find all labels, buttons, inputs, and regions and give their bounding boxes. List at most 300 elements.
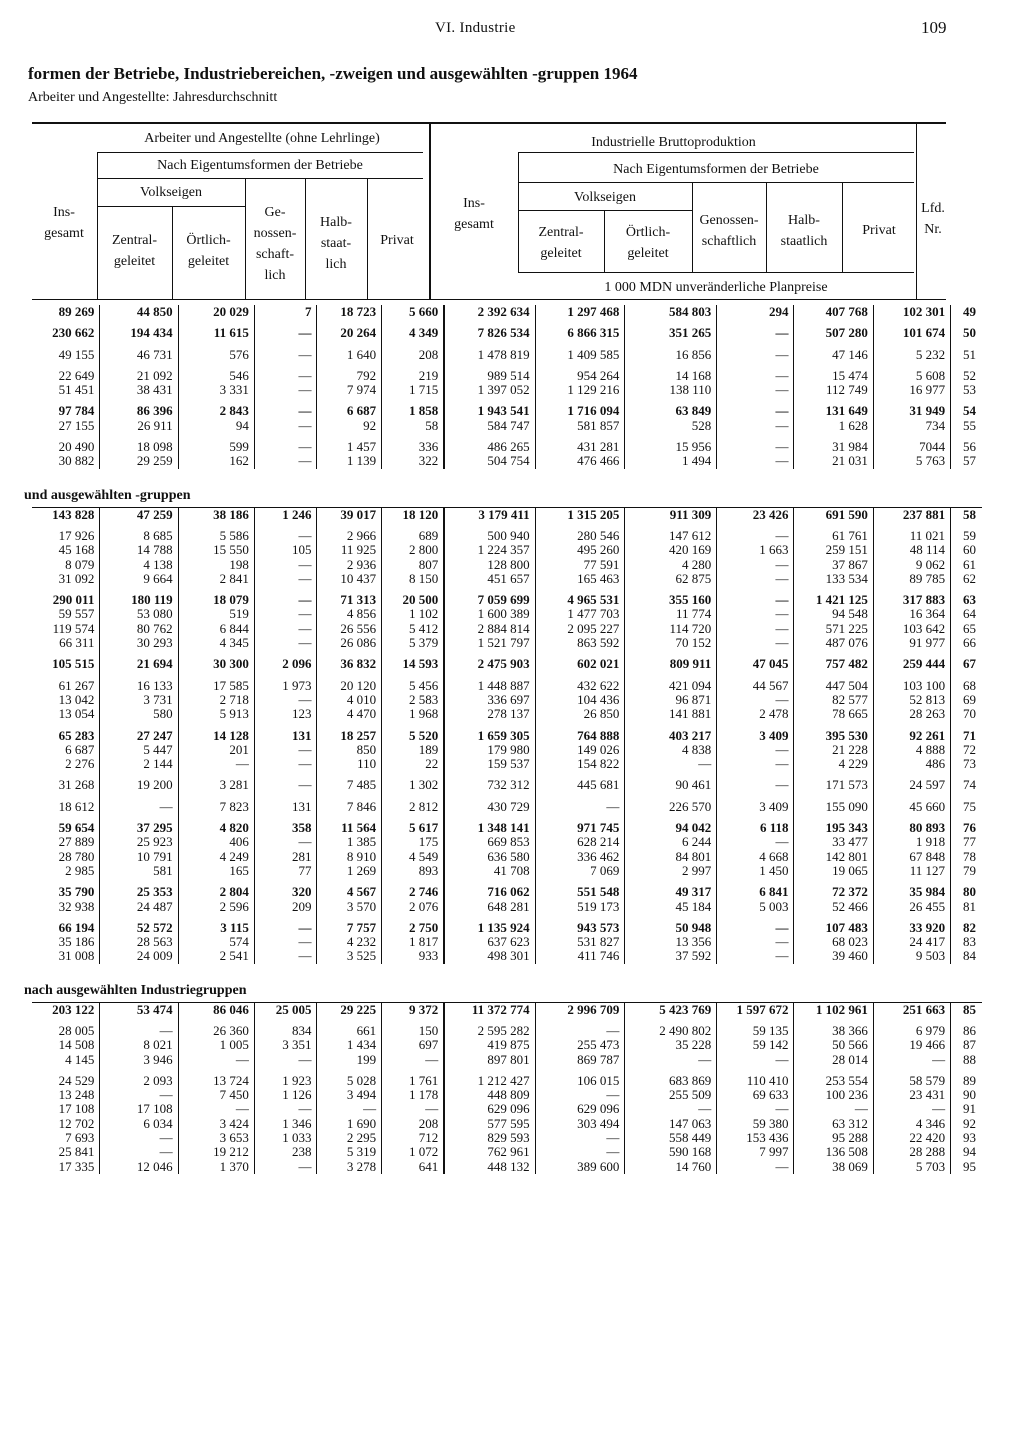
cell-zentral-a: 180 119 <box>100 586 178 607</box>
cell-zentral-b: 519 173 <box>535 900 625 914</box>
cell-insgesamt-a: 28 780 <box>32 850 100 864</box>
cell-oertlich-a: 5 913 <box>178 707 254 721</box>
cell-genossen-b: — <box>717 757 794 771</box>
cell-privat-a: 5 617 <box>382 814 445 835</box>
cell-oertlich-a: 2 718 <box>178 693 254 707</box>
cell-halb-a: 1 690 <box>317 1117 382 1131</box>
data-table <box>32 1002 982 1174</box>
cell-genossen-a: — <box>254 636 317 650</box>
cell-halb-a: 199 <box>317 1053 382 1067</box>
cell-genossen-b: — <box>717 1102 794 1116</box>
cell-privat-b: 5 703 <box>873 1160 950 1174</box>
cell-genossen-a: 105 <box>254 543 317 557</box>
cell-privat-a: 5 660 <box>382 305 445 319</box>
cell-genossen-a: 238 <box>254 1145 317 1159</box>
cell-insgesamt-b: 159 537 <box>444 757 535 771</box>
cell-privat-a: 2 750 <box>382 914 445 935</box>
cell-halb-b: 171 573 <box>794 771 873 792</box>
cell-insgesamt-b: 577 595 <box>444 1117 535 1131</box>
cell-halb-b: 52 466 <box>794 900 873 914</box>
cell-lfd-nr: 54 <box>963 403 976 419</box>
cell-lfd-nr: 70 <box>963 706 976 722</box>
header-lfd-nr: Lfd. Nr. <box>921 201 945 237</box>
table-row <box>32 900 982 914</box>
cell-genossen-b: — <box>717 935 794 949</box>
cell-zentral-a: 580 <box>100 707 178 721</box>
cell-lfd-nr: 94 <box>963 1144 976 1160</box>
cell-zentral-b: 1 297 468 <box>535 305 625 319</box>
cell-genossen-a: — <box>254 454 317 468</box>
cell-insgesamt-a: 35 790 <box>32 878 100 899</box>
table-row <box>32 383 982 397</box>
cell-zentral-b: 104 436 <box>535 693 625 707</box>
cell-halb-a: 11 925 <box>317 543 382 557</box>
cell-zentral-b: 149 026 <box>535 743 625 757</box>
cell-insgesamt-a: 12 702 <box>32 1117 100 1131</box>
cell-oertlich-b: 16 856 <box>625 341 717 362</box>
cell-zentral-a: — <box>100 793 178 814</box>
cell-insgesamt-b: 448 809 <box>444 1088 535 1102</box>
table-section <box>0 980 1024 1174</box>
cell-oertlich-b: 141 881 <box>625 707 717 721</box>
section-label: und ausgewählten -gruppen <box>24 487 191 503</box>
cell-privat-a: 20 500 <box>382 586 445 607</box>
cell-oertlich-a: 3 424 <box>178 1117 254 1131</box>
cell-lfd-nr: 74 <box>963 777 976 793</box>
cell-privat-b: 23 431 <box>873 1088 950 1102</box>
cell-zentral-a: — <box>100 1017 178 1038</box>
cell-halb-a: 3 570 <box>317 900 382 914</box>
cell-genossen-a: — <box>254 622 317 636</box>
cell-genossen-a: 1 246 <box>254 507 317 522</box>
cell-privat-b: 7044 <box>873 433 950 454</box>
cell-genossen-b: 59 380 <box>717 1117 794 1131</box>
cell-lfd-nr: 60 <box>963 542 976 558</box>
cell-zentral-a: 53 080 <box>100 607 178 621</box>
cell-oertlich-b: 14 760 <box>625 1160 717 1174</box>
cell-zentral-b: 1 315 205 <box>535 507 625 522</box>
table-row <box>32 793 982 814</box>
cell-lfd-nr: 93 <box>963 1130 976 1146</box>
cell-oertlich-a: 38 186 <box>178 507 254 522</box>
cell-genossen-a: 320 <box>254 878 317 899</box>
cell-lfd-nr: 81 <box>963 898 976 914</box>
cell-zentral-a: 46 731 <box>100 341 178 362</box>
cell-privat-a: 8 150 <box>382 572 445 586</box>
cell-privat-a: 697 <box>382 1038 445 1052</box>
cell-insgesamt-b: 7 059 699 <box>444 586 535 607</box>
cell-halb-b: 253 554 <box>794 1067 873 1088</box>
cell-halb-a: 2 966 <box>317 522 382 543</box>
cell-zentral-a: 581 <box>100 864 178 878</box>
cell-oertlich-a: 17 585 <box>178 672 254 693</box>
cell-halb-b: 195 343 <box>794 814 873 835</box>
cell-genossen-b: — <box>717 914 794 935</box>
cell-privat-a: — <box>382 1053 445 1067</box>
table-row <box>32 636 982 650</box>
cell-halb-a: 4 856 <box>317 607 382 621</box>
cell-zentral-a: 18 098 <box>100 433 178 454</box>
cell-oertlich-a: 13 724 <box>178 1067 254 1088</box>
cell-privat-a: 1 072 <box>382 1145 445 1159</box>
cell-privat-a: 175 <box>382 835 445 849</box>
cell-halb-a: 10 437 <box>317 572 382 586</box>
cell-halb-a: 2 295 <box>317 1131 382 1145</box>
cell-halb-b: 21 228 <box>794 743 873 757</box>
cell-halb-b: 63 312 <box>794 1117 873 1131</box>
cell-privat-a: 5 456 <box>382 672 445 693</box>
cell-halb-a: 26 556 <box>317 622 382 636</box>
cell-insgesamt-b: 504 754 <box>444 454 535 468</box>
cell-halb-b: 38 366 <box>794 1017 873 1038</box>
table-row <box>32 1088 982 1102</box>
header-left-group: Arbeiter und Angestellte (ohne Lehrlinge) <box>144 131 380 146</box>
cell-insgesamt-b: 1 224 357 <box>444 543 535 557</box>
cell-zentral-b: — <box>535 793 625 814</box>
cell-privat-b: 5 608 <box>873 362 950 383</box>
cell-halb-a: 1 139 <box>317 454 382 468</box>
cell-zentral-a: 86 396 <box>100 397 178 418</box>
cell-halb-b: 155 090 <box>794 793 873 814</box>
cell-privat-b: 486 <box>873 757 950 771</box>
cell-insgesamt-b: 2 475 903 <box>444 650 535 671</box>
cell-oertlich-a: 19 212 <box>178 1145 254 1159</box>
cell-zentral-a: 27 247 <box>100 722 178 743</box>
cell-privat-b: 31 949 <box>873 397 950 418</box>
cell-zentral-b: 581 857 <box>535 419 625 433</box>
cell-halb-b: 37 867 <box>794 558 873 572</box>
cell-privat-b: 101 674 <box>873 319 950 340</box>
cell-privat-a: 58 <box>382 419 445 433</box>
cell-zentral-b: — <box>535 1131 625 1145</box>
cell-genossen-a: 2 096 <box>254 650 317 671</box>
cell-halb-b: 447 504 <box>794 672 873 693</box>
cell-privat-a: 1 302 <box>382 771 445 792</box>
cell-genossen-a: 131 <box>254 722 317 743</box>
cell-genossen-a: 1 346 <box>254 1117 317 1131</box>
cell-oertlich-b: 70 152 <box>625 636 717 650</box>
cell-halb-b: 131 649 <box>794 397 873 418</box>
cell-zentral-b: 628 214 <box>535 835 625 849</box>
cell-oertlich-a: 94 <box>178 419 254 433</box>
cell-privat-a: 22 <box>382 757 445 771</box>
cell-insgesamt-b: 1 478 819 <box>444 341 535 362</box>
table-row <box>32 1160 982 1174</box>
header-unit: 1 000 MDN unveränderliche Planpreise <box>604 280 828 295</box>
cell-insgesamt-b: 11 372 774 <box>444 1002 535 1017</box>
cell-oertlich-b: 147 063 <box>625 1117 717 1131</box>
cell-zentral-a: 25 923 <box>100 835 178 849</box>
cell-oertlich-a: 86 046 <box>178 1002 254 1017</box>
cell-oertlich-a: 6 844 <box>178 622 254 636</box>
cell-lfd-nr: 77 <box>963 834 976 850</box>
cell-oertlich-b: 4 280 <box>625 558 717 572</box>
cell-privat-a: 322 <box>382 454 445 468</box>
cell-genossen-a: — <box>254 693 317 707</box>
cell-insgesamt-b: 500 940 <box>444 522 535 543</box>
cell-halb-a: 4 567 <box>317 878 382 899</box>
table-row <box>32 622 982 636</box>
cell-genossen-a: 131 <box>254 793 317 814</box>
cell-oertlich-b: 4 838 <box>625 743 717 757</box>
cell-lfd-nr: 61 <box>963 556 976 572</box>
table-row <box>32 707 982 721</box>
cell-lfd-nr: 68 <box>963 677 976 693</box>
cell-oertlich-b: 351 265 <box>625 319 717 340</box>
table-row <box>32 1102 982 1116</box>
cell-halb-b: 259 151 <box>794 543 873 557</box>
cell-insgesamt-a: 66 311 <box>32 636 100 650</box>
chapter-title: VI. Industrie <box>435 20 516 36</box>
header-right-group: Industrielle Bruttoproduktion <box>591 135 756 150</box>
cell-oertlich-b: 35 228 <box>625 1038 717 1052</box>
cell-halb-a: 18 723 <box>317 305 382 319</box>
cell-halb-a: 661 <box>317 1017 382 1038</box>
table-row <box>32 507 982 522</box>
cell-halb-a: 1 434 <box>317 1038 382 1052</box>
cell-genossen-a: — <box>254 835 317 849</box>
table-row <box>32 743 982 757</box>
cell-genossen-b: — <box>717 1160 794 1174</box>
cell-halb-a: 6 687 <box>317 397 382 418</box>
cell-insgesamt-a: 18 612 <box>32 793 100 814</box>
cell-genossen-b: — <box>717 949 794 963</box>
cell-insgesamt-b: 2 392 634 <box>444 305 535 319</box>
cell-halb-b: 94 548 <box>794 607 873 621</box>
cell-insgesamt-a: 2 276 <box>32 757 100 771</box>
cell-zentral-a: 38 431 <box>100 383 178 397</box>
cell-privat-b: 5 232 <box>873 341 950 362</box>
table-row <box>32 419 982 433</box>
cell-insgesamt-a: 31 008 <box>32 949 100 963</box>
cell-oertlich-b: 84 801 <box>625 850 717 864</box>
header-zentral-b: Zentral- geleitet <box>538 225 584 261</box>
cell-halb-b: 50 566 <box>794 1038 873 1052</box>
cell-privat-a: 2 812 <box>382 793 445 814</box>
cell-zentral-a: 25 353 <box>100 878 178 899</box>
cell-genossen-b: 3 409 <box>717 793 794 814</box>
cell-zentral-b: 154 822 <box>535 757 625 771</box>
cell-lfd-nr: 58 <box>951 507 982 522</box>
cell-genossen-a: — <box>254 743 317 757</box>
cell-insgesamt-b: 128 800 <box>444 558 535 572</box>
cell-privat-a: 641 <box>382 1160 445 1174</box>
table-row <box>32 722 982 743</box>
header-halb-b: Halb- staatlich <box>780 213 828 249</box>
cell-oertlich-b: 809 911 <box>625 650 717 671</box>
cell-zentral-a: 21 092 <box>100 362 178 383</box>
cell-privat-a: 4 549 <box>382 850 445 864</box>
cell-zentral-a: 6 034 <box>100 1117 178 1131</box>
cell-genossen-a: — <box>254 607 317 621</box>
cell-insgesamt-a: 230 662 <box>32 319 100 340</box>
table-row <box>32 771 982 792</box>
cell-privat-b: 4 888 <box>873 743 950 757</box>
cell-zentral-b: 303 494 <box>535 1117 625 1131</box>
cell-oertlich-b: 37 592 <box>625 949 717 963</box>
cell-privat-b: 67 848 <box>873 850 950 864</box>
cell-privat-a: 208 <box>382 341 445 362</box>
cell-insgesamt-a: 24 529 <box>32 1067 100 1088</box>
cell-zentral-a: 80 762 <box>100 622 178 636</box>
cell-oertlich-a: 5 586 <box>178 522 254 543</box>
cell-oertlich-b: 683 869 <box>625 1067 717 1088</box>
cell-genossen-b: — <box>717 693 794 707</box>
header-halb-a: Halb- staat- lich <box>320 215 352 272</box>
cell-zentral-b: 280 546 <box>535 522 625 543</box>
table-row <box>32 935 982 949</box>
cell-halb-a: 5 028 <box>317 1067 382 1088</box>
cell-zentral-b: 26 850 <box>535 707 625 721</box>
cell-oertlich-a: 2 843 <box>178 397 254 418</box>
cell-insgesamt-b: 1 348 141 <box>444 814 535 835</box>
cell-halb-b: 107 483 <box>794 914 873 935</box>
cell-oertlich-b: 590 168 <box>625 1145 717 1159</box>
cell-genossen-a: — <box>254 341 317 362</box>
page-number: 109 <box>921 18 947 37</box>
cell-insgesamt-a: 27 889 <box>32 835 100 849</box>
table-row <box>32 607 982 621</box>
cell-oertlich-b: 403 217 <box>625 722 717 743</box>
cell-lfd-nr: 89 <box>963 1072 976 1088</box>
cell-halb-b: 39 460 <box>794 949 873 963</box>
cell-genossen-b: 1 663 <box>717 543 794 557</box>
cell-genossen-a: 358 <box>254 814 317 835</box>
cell-oertlich-b: 45 184 <box>625 900 717 914</box>
section-label: nach ausgewählten Industriegruppen <box>24 982 247 998</box>
cell-genossen-a: 77 <box>254 864 317 878</box>
cell-lfd-nr: 91 <box>963 1101 976 1117</box>
cell-zentral-b: 1 716 094 <box>535 397 625 418</box>
cell-insgesamt-b: 637 623 <box>444 935 535 949</box>
cell-privat-b: 1 918 <box>873 835 950 849</box>
cell-oertlich-b: 147 612 <box>625 522 717 543</box>
cell-oertlich-b: 90 461 <box>625 771 717 792</box>
cell-halb-a: 7 846 <box>317 793 382 814</box>
cell-privat-b: 45 660 <box>873 793 950 814</box>
table-row <box>32 1067 982 1088</box>
cell-zentral-a: 53 474 <box>100 1002 178 1017</box>
header-insgesamt-b: Ins- gesamt <box>454 196 494 232</box>
table-row <box>32 586 982 607</box>
cell-halb-b: 407 768 <box>794 305 873 319</box>
cell-insgesamt-b: 716 062 <box>444 878 535 899</box>
cell-insgesamt-a: 31 268 <box>32 771 100 792</box>
cell-insgesamt-b: 629 096 <box>444 1102 535 1116</box>
cell-zentral-b: 445 681 <box>535 771 625 792</box>
cell-lfd-nr: 67 <box>963 656 976 672</box>
cell-insgesamt-a: 105 515 <box>32 650 100 671</box>
cell-halb-b: 15 474 <box>794 362 873 383</box>
cell-oertlich-a: 14 128 <box>178 722 254 743</box>
cell-zentral-a: 30 293 <box>100 636 178 650</box>
cell-genossen-a: — <box>254 558 317 572</box>
header-right-volkseigen: Volkseigen <box>574 190 636 205</box>
cell-lfd-nr: 82 <box>963 919 976 935</box>
cell-insgesamt-b: 1 521 797 <box>444 636 535 650</box>
cell-privat-b: 35 984 <box>873 878 950 899</box>
cell-genossen-b: 4 668 <box>717 850 794 864</box>
cell-halb-b: 4 229 <box>794 757 873 771</box>
cell-lfd-nr: 53 <box>963 382 976 398</box>
cell-genossen-a: — <box>254 1160 317 1174</box>
cell-oertlich-a: 519 <box>178 607 254 621</box>
cell-zentral-b: 1 409 585 <box>535 341 625 362</box>
table-row <box>32 1117 982 1131</box>
cell-genossen-b: 6 841 <box>717 878 794 899</box>
cell-halb-b: 112 749 <box>794 383 873 397</box>
cell-privat-b: 734 <box>873 419 950 433</box>
cell-zentral-b: 863 592 <box>535 636 625 650</box>
cell-privat-b: 16 364 <box>873 607 950 621</box>
cell-oertlich-b: 911 309 <box>625 507 717 522</box>
cell-insgesamt-a: 13 042 <box>32 693 100 707</box>
cell-oertlich-b: 528 <box>625 419 717 433</box>
cell-insgesamt-a: 7 693 <box>32 1131 100 1145</box>
cell-lfd-nr: 69 <box>963 691 976 707</box>
cell-genossen-b: — <box>717 419 794 433</box>
cell-privat-a: 712 <box>382 1131 445 1145</box>
header-left-sub: Nach Eigentumsformen der Betriebe <box>157 158 363 173</box>
cell-zentral-a: 37 295 <box>100 814 178 835</box>
table-row <box>32 305 982 319</box>
table-section <box>0 305 1024 469</box>
cell-halb-a: 4 470 <box>317 707 382 721</box>
cell-genossen-b: — <box>717 835 794 849</box>
cell-genossen-a: — <box>254 383 317 397</box>
cell-oertlich-a: 4 820 <box>178 814 254 835</box>
cell-privat-b: 24 417 <box>873 935 950 949</box>
cell-insgesamt-a: 97 784 <box>32 397 100 418</box>
cell-insgesamt-a: 17 926 <box>32 522 100 543</box>
cell-halb-a: 20 264 <box>317 319 382 340</box>
cell-zentral-a: 28 563 <box>100 935 178 949</box>
cell-insgesamt-a: 89 269 <box>32 305 100 319</box>
cell-oertlich-a: 2 596 <box>178 900 254 914</box>
cell-genossen-a: — <box>254 522 317 543</box>
header-zentral-a: Zentral- geleitet <box>111 233 158 269</box>
cell-halb-a: 8 910 <box>317 850 382 864</box>
table-row <box>32 1038 982 1052</box>
cell-halb-a: 18 257 <box>317 722 382 743</box>
page-title: formen der Betriebe, Industriebereichen, -zweigen und ausgewählten -gruppen 1964 <box>28 64 638 83</box>
cell-insgesamt-a: 61 267 <box>32 672 100 693</box>
table-header <box>0 0 1024 300</box>
cell-oertlich-b: 558 449 <box>625 1131 717 1145</box>
cell-zentral-a: 10 791 <box>100 850 178 864</box>
cell-halb-a: 7 757 <box>317 914 382 935</box>
cell-privat-a: 1 817 <box>382 935 445 949</box>
cell-zentral-a: 17 108 <box>100 1102 178 1116</box>
cell-oertlich-a: 198 <box>178 558 254 572</box>
cell-halb-a: 71 313 <box>317 586 382 607</box>
cell-zentral-b: 764 888 <box>535 722 625 743</box>
cell-genossen-a: 1 923 <box>254 1067 317 1088</box>
cell-zentral-b: 954 264 <box>535 362 625 383</box>
cell-insgesamt-a: 17 108 <box>32 1102 100 1116</box>
cell-oertlich-b: 94 042 <box>625 814 717 835</box>
cell-insgesamt-a: 4 145 <box>32 1053 100 1067</box>
cell-oertlich-b: 6 244 <box>625 835 717 849</box>
cell-zentral-a: 12 046 <box>100 1160 178 1174</box>
cell-genossen-a: — <box>254 914 317 935</box>
cell-oertlich-b: — <box>625 757 717 771</box>
cell-oertlich-b: 355 160 <box>625 586 717 607</box>
cell-privat-b: 22 420 <box>873 1131 950 1145</box>
cell-oertlich-a: 4 249 <box>178 850 254 864</box>
cell-halb-b: 1 102 961 <box>794 1002 873 1017</box>
cell-halb-a: 36 832 <box>317 650 382 671</box>
